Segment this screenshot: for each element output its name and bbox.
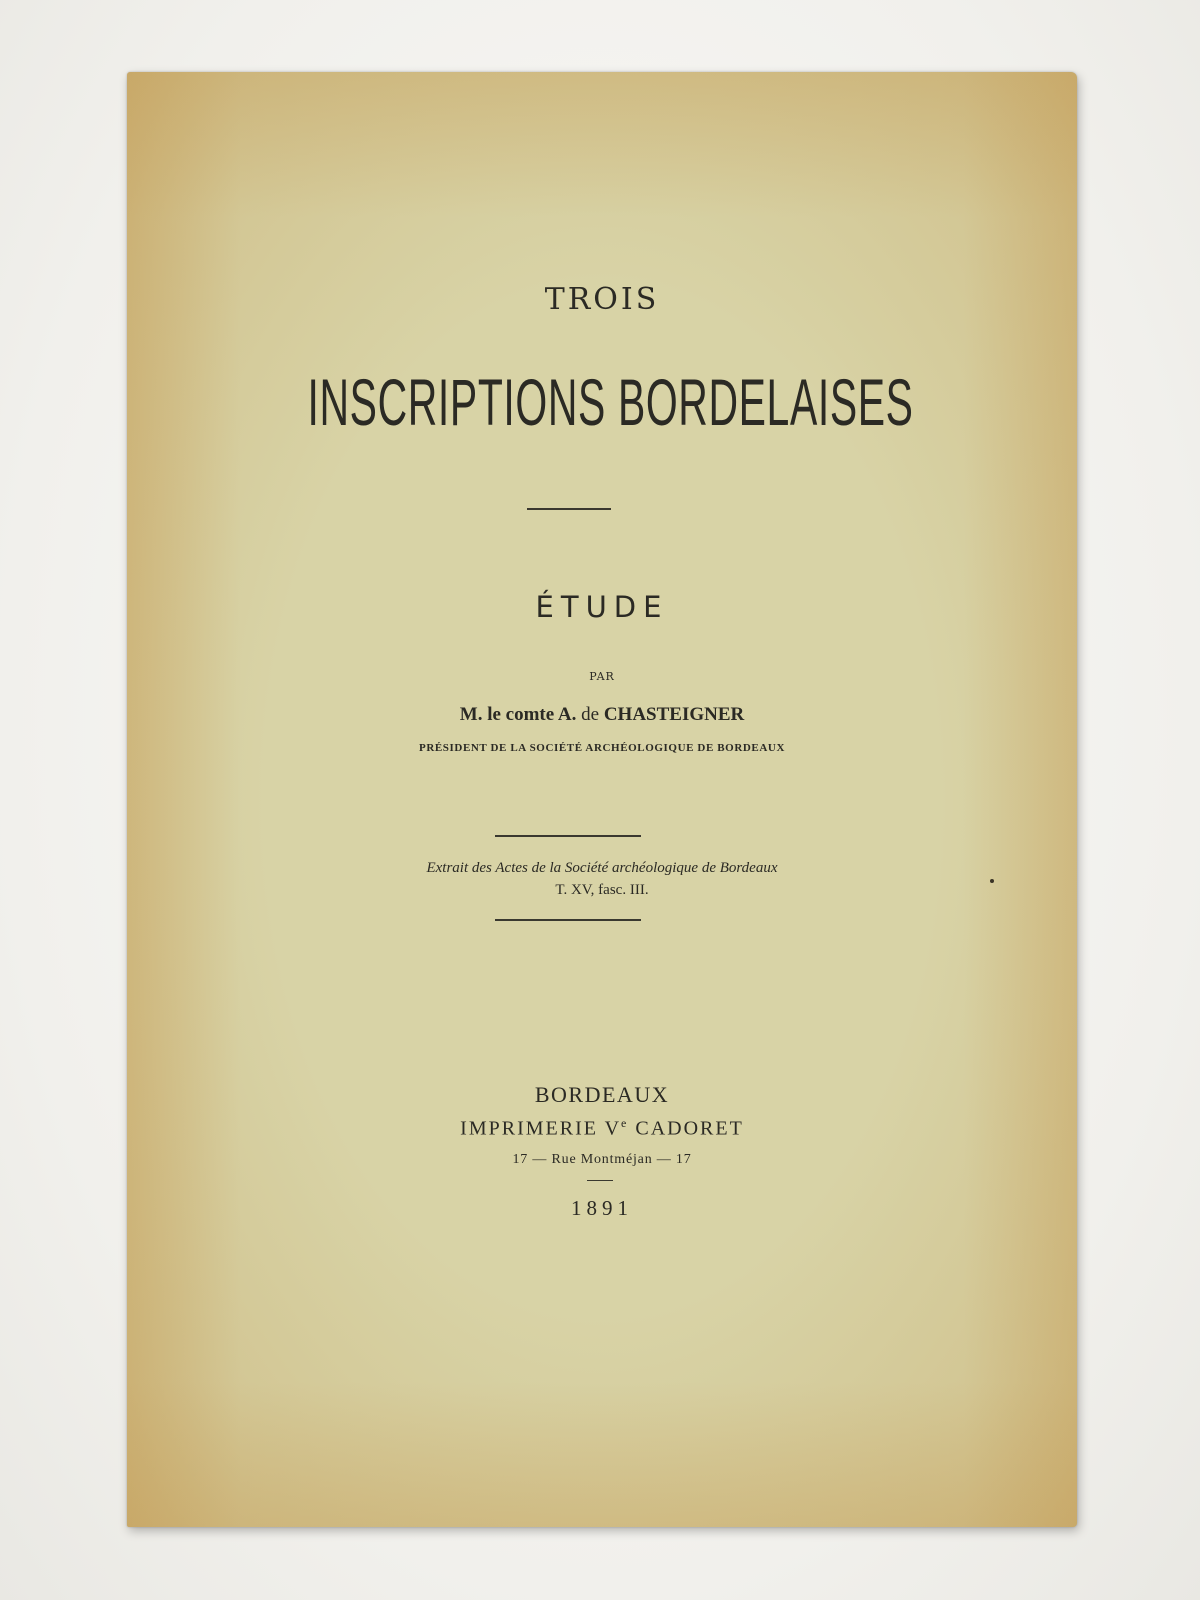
main-title: INSCRIPTIONS BORDELAISES [307,365,914,439]
author-role: PRÉSIDENT DE LA SOCIÉTÉ ARCHÉOLOGIQUE DE BORDEAUX [419,742,785,754]
author-line [127,704,1077,726]
extract-bottom-rule [495,919,641,921]
pre-title: TROIS [544,282,660,317]
printer-line [127,1116,1077,1141]
publication-city: BORDEAUX [534,1082,670,1107]
printer-name-a: IMPRIMERIE V [460,1117,622,1140]
paper-speck [990,879,994,883]
printer-superscript: e [621,1116,629,1130]
volume-info: T. XV, fasc. III. [555,882,649,898]
extract-note: Extrait des Actes de la Société archéologique de Bordeaux [426,860,778,876]
title-divider [527,508,611,510]
author-name: CHASTEIGNER [603,704,745,725]
pamphlet-cover [127,72,1077,1527]
by-label: PAR [589,670,615,683]
printer-name-b: CADORET [628,1117,744,1140]
cover-content [127,72,1077,1527]
subtitle: ÉTUDE [535,590,669,624]
publication-year: 1891 [571,1196,633,1220]
extract-top-rule [495,835,641,837]
author-initial: A. [557,704,577,725]
printer-address: 17 — Rue Montméjan — 17 [512,1152,692,1167]
author-prefix: M. le comte [459,704,555,725]
year-divider [587,1180,613,1181]
author-particle: de [581,704,600,725]
